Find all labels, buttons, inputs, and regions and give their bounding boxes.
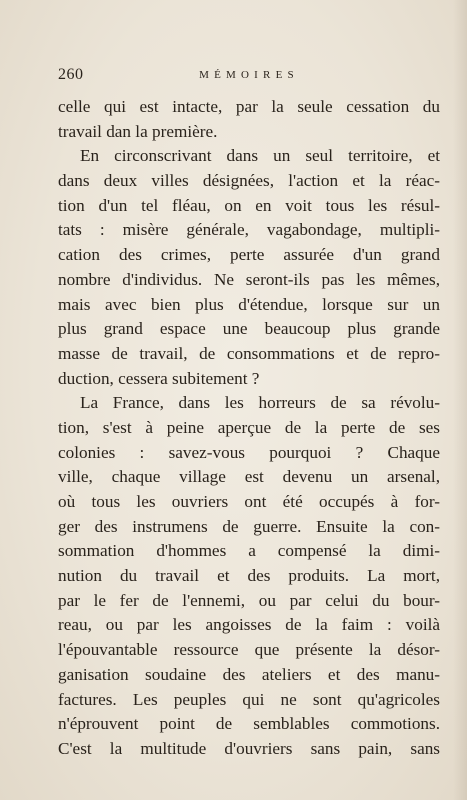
text-line: sommation d'hommes a compensé la dimi- [58, 541, 440, 561]
page-edge-shadow [453, 0, 467, 800]
running-title: MÉMOIRES [199, 69, 299, 81]
text-line: nution du travail et des produits. La mort, [58, 566, 440, 586]
text-line: nombre d'individus. Ne seront-ils pas les mêmes, [58, 269, 440, 289]
text-line: ville, chaque village est devenu un arsenal, [58, 467, 440, 487]
text-line: l'épouvantable ressource que présente la désor- [58, 640, 440, 660]
text-line: factures. Les peuples qui ne sont qu'agricoles [58, 689, 440, 709]
text-line: tats : misère générale, vagabondage, multipli- [58, 220, 440, 240]
text-line: où tous les ouvriers ont été occupés à for- [58, 492, 440, 511]
text-line: cation des crimes, perte assurée d'un grand [58, 245, 440, 265]
text-line: celle qui est intacte, par la seule cessation du [58, 97, 440, 116]
text-line: reau, ou par les angoisses de la faim : voilà [58, 615, 440, 635]
text-line: duction, cessera subitement ? [58, 368, 260, 388]
text-line: ger des instrumens de guerre. Ensuite la con- [58, 516, 440, 536]
text-line: par le fer de l'ennemi, ou par celui du bour- [58, 590, 440, 610]
text-line: tion, s'est à peine aperçue de la perte de ses [58, 417, 440, 437]
text-line: colonies : savez-vous pourquoi ? Chaque [58, 442, 440, 462]
paragraph-start-line: En circonscrivant dans un seul territoire, et [80, 146, 440, 166]
text-line: ganisation soudaine des ateliers et des manu- [58, 664, 440, 684]
text-line: C'est la multitude d'ouvriers sans pain, sans [58, 738, 440, 758]
text-line: masse de travail, de consommations et de repro- [58, 343, 440, 363]
page-number: 260 [58, 66, 84, 83]
text-line: plus grand espace une beaucoup plus grande [58, 319, 440, 339]
text-line: dans deux villes désignées, l'action et la réac- [58, 171, 440, 191]
text-line: mais avec bien plus d'étendue, lorsque sur un [58, 294, 440, 314]
text-line: travail dan la première. [58, 121, 218, 141]
text-line: n'éprouvent point de semblables commotions. [58, 714, 440, 734]
text-line: tion d'un tel fléau, on en voit tous les résul- [58, 195, 440, 215]
body-text [58, 95, 440, 762]
page-header [58, 66, 440, 88]
paragraph-start-line: La France, dans les horreurs de sa révolu- [80, 393, 440, 413]
